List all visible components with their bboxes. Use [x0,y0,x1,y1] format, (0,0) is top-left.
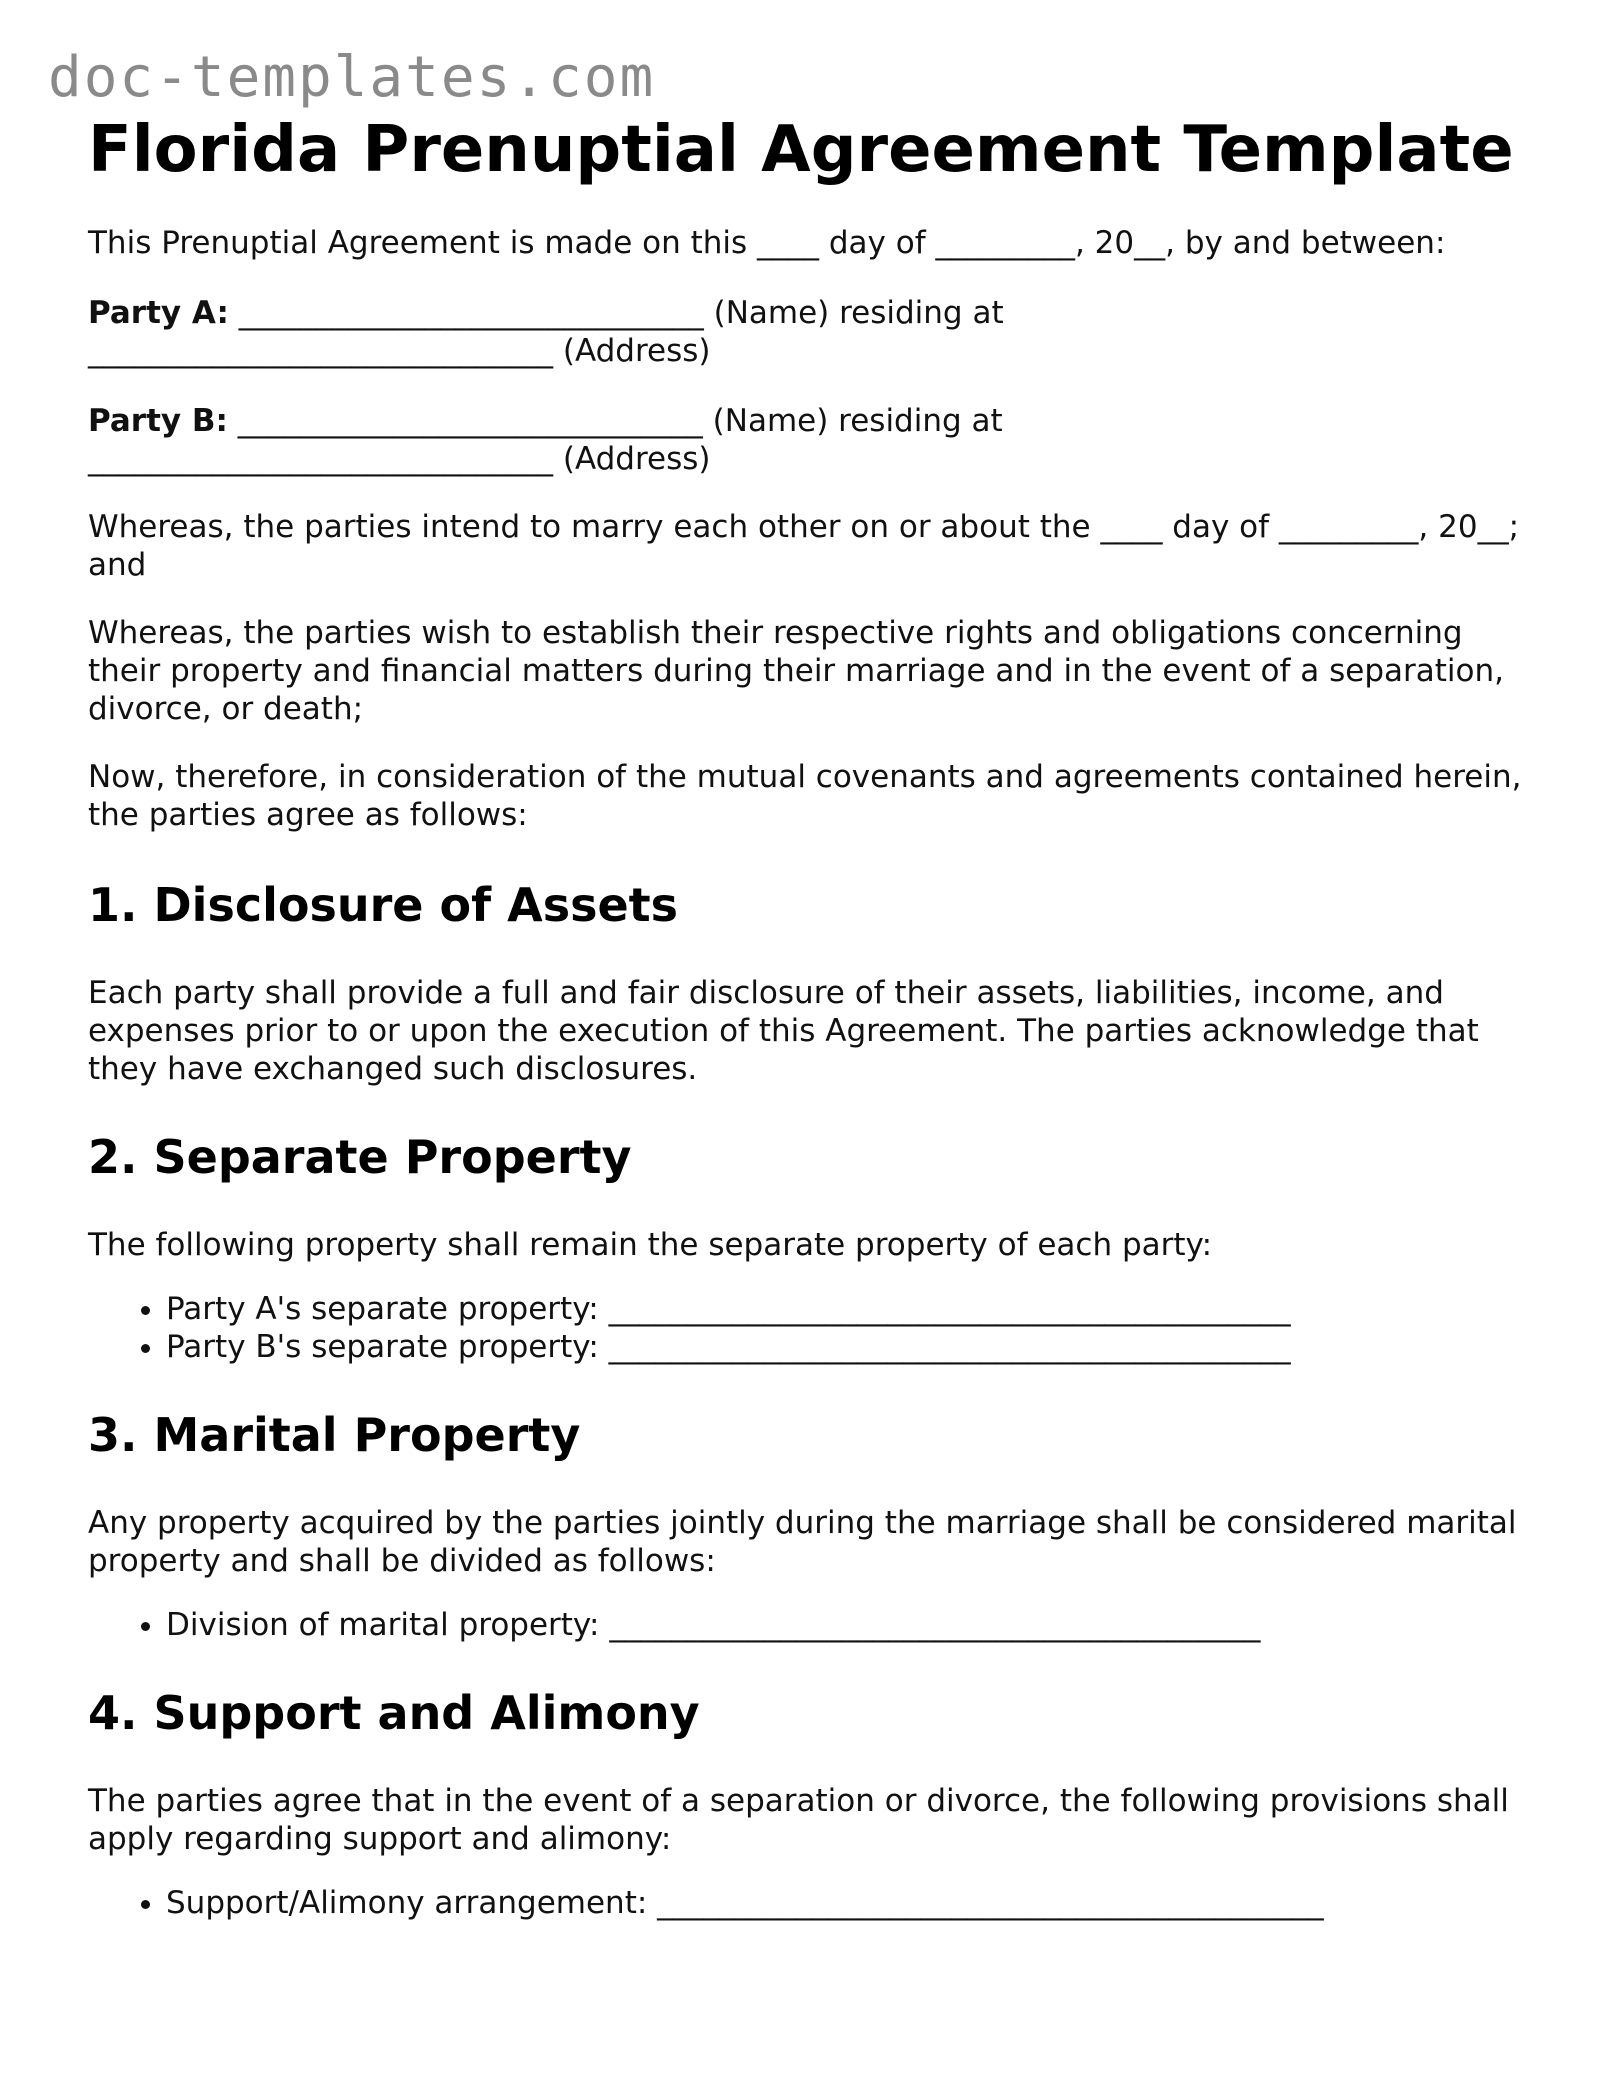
whereas-marriage-paragraph: Whereas, the parties intend to marry each other on or about the ____ day of _________, 20__; and [88,509,1520,583]
party-a-label: Party A: [88,295,229,331]
marital-property-list [88,1606,1528,1644]
list-item-marital-division: • Division of marital property: __________________________________________ [166,1606,1528,1644]
party-a-name-line: ______________________________ (Name) residing at [228,295,1004,331]
document-page [88,110,1528,1922]
section-body-separate-property: The following property shall remain the separate property of each party: [88,1227,1213,1263]
party-a-address-line: ______________________________ (Address) [88,333,711,369]
party-b-address-line: ______________________________ (Address) [88,441,711,477]
therefore-paragraph: Now, therefore, in consideration of the mutual covenants and agreements contained herein, the parties agree as follows: [88,759,1522,833]
party-a-block [88,294,1528,370]
section-heading-separate-property: 2. Separate Property [88,1130,632,1184]
party-b-name-line: ______________________________ (Name) residing at [227,403,1003,439]
intro-paragraph: This Prenuptial Agreement is made on this ____ day of _________, 20__, by and between: [88,225,1446,261]
list-item-party-a-separate: • Party A's separate property: ____________________________________________ [166,1290,1528,1328]
section-body-disclosure: Each party shall provide a full and fair disclosure of their assets, liabilities, income, and expenses prior to or upon the execution of this Agreement. The parties acknowledge that they have exchanged such disclosures. [88,975,1479,1087]
whereas-rights-paragraph: Whereas, the parties wish to establish their respective rights and obligations concerning their property and financial matters during their marriage and in the event of a separation, divorce, or death; [88,615,1505,727]
section-heading-disclosure: 1. Disclosure of Assets [88,878,679,932]
section-heading-support-alimony: 4. Support and Alimony [88,1686,700,1740]
section-body-support-alimony: The parties agree that in the event of a separation or divorce, the following provisions shall apply regarding support and alimony: [88,1783,1509,1857]
support-alimony-list [88,1884,1528,1922]
page-title: Florida Prenuptial Agreement Template [88,113,1514,187]
separate-property-list [88,1290,1528,1366]
section-heading-marital-property: 3. Marital Property [88,1408,581,1462]
list-item-alimony-arrangement: • Support/Alimony arrangement: ___________________________________________ [166,1884,1528,1922]
party-b-label: Party B: [88,403,228,439]
party-b-block [88,402,1528,478]
list-item-party-b-separate: • Party B's separate property: ____________________________________________ [166,1328,1528,1366]
section-body-marital-property: Any property acquired by the parties jointly during the marriage shall be considered marital property and shall be divided as follows: [88,1505,1517,1579]
watermark: doc-templates.com [48,45,656,110]
